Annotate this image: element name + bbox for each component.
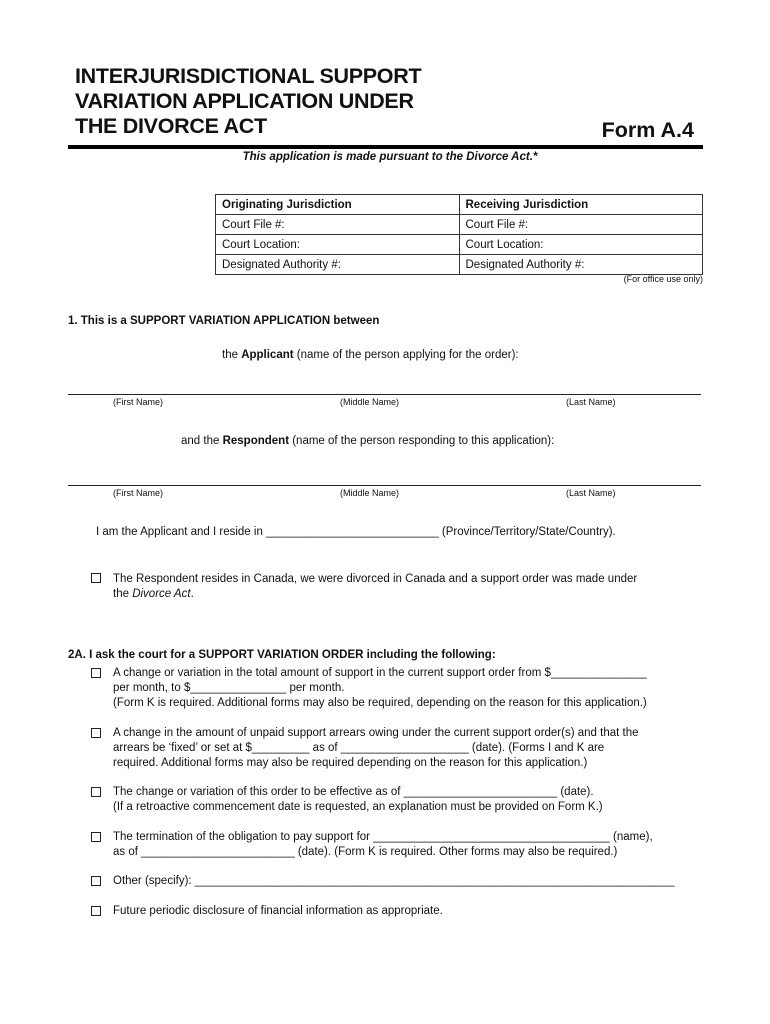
- option-disclosure-text: Future periodic disclosure of financial information as appropriate.: [113, 905, 443, 917]
- table-row: [216, 215, 703, 235]
- option-disclosure-checkbox[interactable]: [91, 906, 101, 916]
- applicant-first-name-label: (First Name): [113, 397, 163, 407]
- table-row: [216, 195, 703, 215]
- respondent-canada-text: The Respondent resides in Canada, we were divorced in Canada and a support order was made under the Divorce Act.: [113, 573, 638, 600]
- applicant-prompt: the Applicant (name of the person applying for the order):: [222, 349, 519, 361]
- applicant-residence-statement: I am the Applicant and I reside in ___________________________ (Province/Territory/State/Country).: [96, 526, 616, 538]
- receiving-court-file-field[interactable]: Court File #:: [459, 215, 703, 235]
- applicant-middle-name-label: (Middle Name): [340, 397, 400, 407]
- option-termination-checkbox[interactable]: [91, 832, 101, 842]
- option-arrears-text: A change in the amount of unpaid support arrears owing under the current support order(s) and that the arrears be ‘fixed’ or set at $_________ as of ____________________ (date). (Forms I and K are required. Additional forms may also be required depending on the reason for this application.): [113, 727, 639, 769]
- table-row: [216, 255, 703, 275]
- option-other-text: Other (specify): ___________________________________________________________________________: [113, 875, 675, 887]
- applicant-last-name-label: (Last Name): [566, 397, 616, 407]
- originating-court-file-field[interactable]: Court File #:: [216, 215, 460, 235]
- option-change-total-checkbox[interactable]: [91, 668, 101, 678]
- option-change-total-text: A change or variation in the total amount of support in the current support order from $_______________ per month, to $_______________ per month. (Form K is required. Additional forms may also be required, depending on the reason for this application.): [113, 667, 647, 709]
- respondent-first-name-label: (First Name): [113, 488, 163, 498]
- option-effective-date-checkbox[interactable]: [91, 787, 101, 797]
- section-1-heading: 1. This is a SUPPORT VARIATION APPLICATION between: [68, 315, 380, 327]
- respondent-canada-checkbox[interactable]: [91, 573, 101, 583]
- form-title: [75, 64, 421, 139]
- section-2a-heading: 2A. I ask the court for a SUPPORT VARIATION ORDER including the following:: [68, 649, 496, 661]
- originating-authority-field[interactable]: Designated Authority #:: [216, 255, 460, 275]
- respondent-name-line[interactable]: [68, 485, 701, 486]
- option-arrears-checkbox[interactable]: [91, 728, 101, 738]
- table-row: [216, 235, 703, 255]
- title-line-1: INTERJURISDICTIONAL SUPPORT: [75, 64, 422, 88]
- receiving-court-location-field[interactable]: Court Location:: [459, 235, 703, 255]
- receiving-heading: Receiving Jurisdiction: [459, 195, 703, 215]
- title-line-3: THE DIVORCE ACT: [75, 114, 267, 138]
- applicant-name-line[interactable]: [68, 394, 701, 395]
- option-effective-date-text: The change or variation of this order to be effective as of ________________________ (date). (If a retroactive commencement date is requested, an explanation must be provided on Form K.): [113, 786, 603, 813]
- form-number: Form A.4: [601, 118, 694, 142]
- title-line-2: VARIATION APPLICATION UNDER: [75, 89, 414, 113]
- title-divider: [68, 145, 703, 149]
- office-use-note: (For office use only): [623, 274, 703, 284]
- form-subtitle: This application is made pursuant to the Divorce Act.*: [242, 151, 538, 163]
- receiving-authority-field[interactable]: Designated Authority #:: [459, 255, 703, 275]
- respondent-middle-name-label: (Middle Name): [340, 488, 400, 498]
- jurisdiction-table: [215, 194, 703, 275]
- respondent-prompt: and the Respondent (name of the person responding to this application):: [181, 435, 555, 447]
- respondent-last-name-label: (Last Name): [566, 488, 616, 498]
- option-termination-text: The termination of the obligation to pay support for _____________________________________ (name), as of ________________________ (date). (Form K is required. Other forms may also be required.): [113, 831, 653, 858]
- originating-heading: Originating Jurisdiction: [216, 195, 460, 215]
- option-other-checkbox[interactable]: [91, 876, 101, 886]
- originating-court-location-field[interactable]: Court Location:: [216, 235, 460, 255]
